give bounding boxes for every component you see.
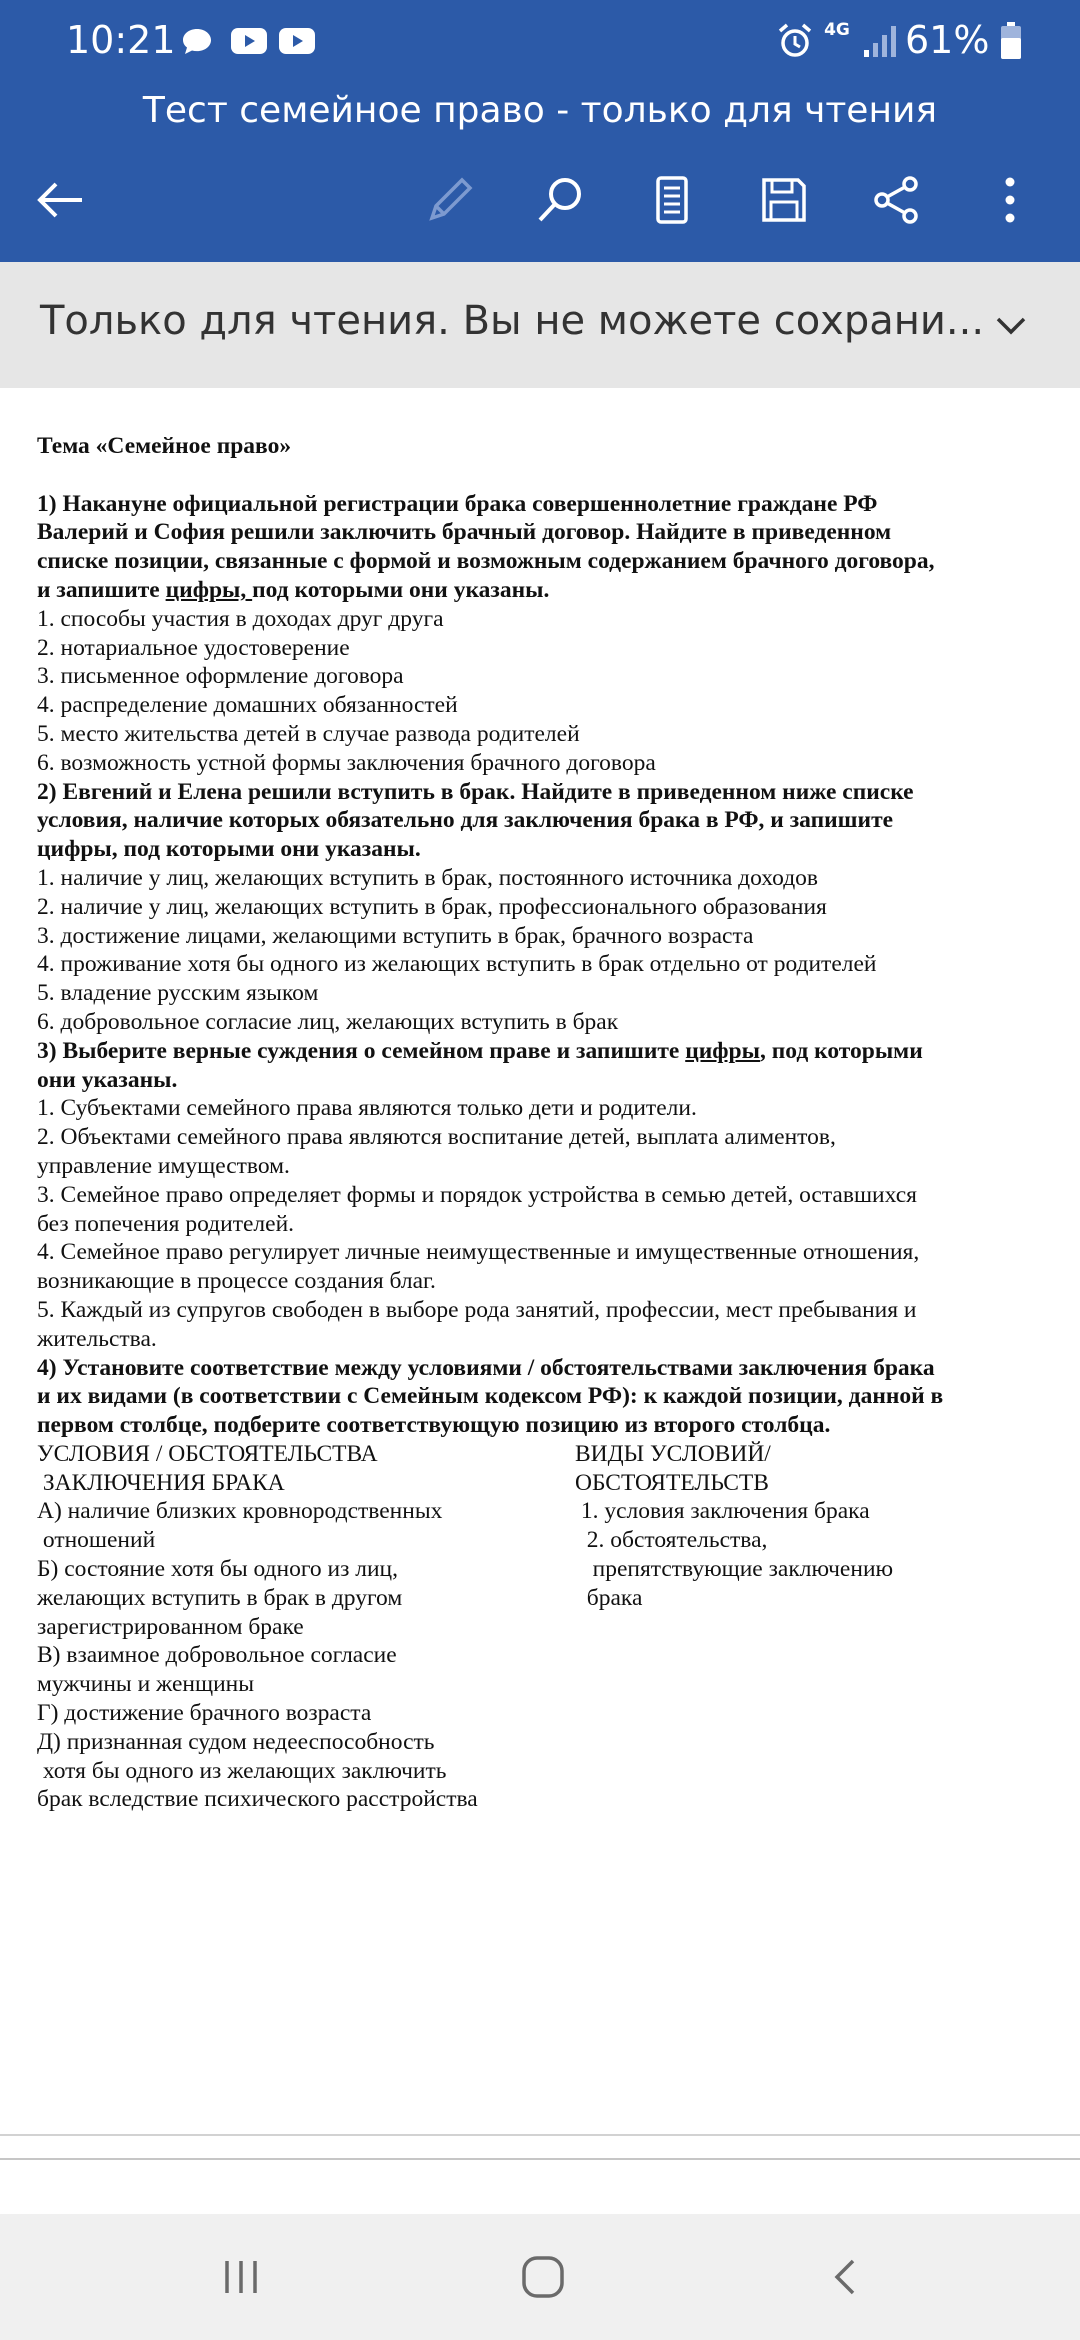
conditions-column-cell: Д) признанная судом недееспособность bbox=[37, 1728, 435, 1755]
matching-row bbox=[37, 1469, 1047, 1498]
recent-apps-icon bbox=[219, 2255, 263, 2299]
types-column-cell: брака bbox=[575, 1584, 643, 1611]
search-button[interactable] bbox=[520, 160, 600, 240]
matching-row bbox=[37, 1641, 1047, 1670]
document-title: Тест семейное право - только для чтения bbox=[142, 90, 938, 131]
share-icon bbox=[868, 172, 924, 228]
matching-row bbox=[37, 1526, 1047, 1555]
q3-option: 5. Каждый из супругов свободен в выборе рода занятий, профессии, мест пребывания и bbox=[37, 1296, 917, 1323]
matching-row bbox=[37, 1757, 1047, 1786]
more-icon bbox=[982, 172, 1038, 228]
q3-option: жительства. bbox=[37, 1325, 157, 1352]
q2-text-line: 2) Евгений и Елена решили вступить в брак. Найдите в приведенном ниже списке bbox=[37, 778, 914, 805]
types-column-cell: ОБСТОЯТЕЛЬСТВ bbox=[575, 1469, 769, 1496]
q1-option: 2. нотариальное удостоверение bbox=[37, 634, 350, 661]
matching-row bbox=[37, 1728, 1047, 1757]
page-divider bbox=[0, 2134, 1080, 2136]
system-navigation-bar bbox=[0, 2214, 1080, 2340]
conditions-column-cell: ЗАКЛЮЧЕНИЯ БРАКА bbox=[37, 1469, 285, 1496]
chat-icon bbox=[180, 26, 214, 58]
toolbar bbox=[0, 160, 1080, 250]
conditions-column-cell: Б) состояние хотя бы одного из лиц, bbox=[37, 1556, 399, 1583]
conditions-column-cell: УСЛОВИЯ / ОБСТОЯТЕЛЬСТВА bbox=[37, 1440, 378, 1467]
chevron-down-icon[interactable] bbox=[986, 300, 1036, 350]
matching-row bbox=[37, 1497, 1047, 1526]
back-button[interactable] bbox=[20, 160, 100, 240]
signal-icon bbox=[862, 24, 898, 58]
document-heading: Тема «Семейное право» bbox=[37, 433, 292, 459]
recent-apps-button[interactable] bbox=[206, 2242, 276, 2312]
conditions-column-cell: желающих вступить в брак в другом bbox=[37, 1584, 403, 1611]
reading-view-button[interactable] bbox=[632, 160, 712, 240]
read-only-banner[interactable] bbox=[0, 262, 1080, 388]
q2-option: 5. владение русским языком bbox=[37, 980, 319, 1007]
conditions-column-cell: Г) достижение брачного возраста bbox=[37, 1700, 372, 1727]
conditions-column-cell: А) наличие близких кровнородственных bbox=[37, 1498, 443, 1525]
edit-icon bbox=[422, 172, 478, 228]
back-nav-icon bbox=[825, 2255, 869, 2299]
q3-option: 1. Субъектами семейного права являются только дети и родители. bbox=[37, 1095, 697, 1122]
matching-row bbox=[37, 1584, 1047, 1613]
conditions-column-cell: отношений bbox=[37, 1527, 156, 1554]
app-bar bbox=[0, 0, 1080, 262]
youtube-icon bbox=[278, 26, 316, 56]
q2-text-line: условия, наличие которых обязательно для заключения брака в РФ, и запишите bbox=[37, 807, 894, 834]
types-column-cell: ВИДЫ УСЛОВИЙ/ bbox=[575, 1440, 771, 1467]
q2-option: 3. достижение лицами, желающими вступить в брак, брачного возраста bbox=[37, 922, 754, 949]
page-divider bbox=[0, 2158, 1080, 2160]
conditions-column-cell: мужчины и женщины bbox=[37, 1671, 255, 1698]
matching-row bbox=[37, 1670, 1047, 1699]
q3-option: возникающие в процессе создания благ. bbox=[37, 1268, 436, 1295]
q2-option: 4. проживание хотя бы одного из желающих вступить в брак отдельно от родителей bbox=[37, 951, 877, 978]
more-options-button[interactable] bbox=[970, 160, 1050, 240]
q1-text-line: 1) Накануне официальной регистрации брака совершеннолетние граждане РФ bbox=[37, 490, 878, 517]
matching-row bbox=[37, 1699, 1047, 1728]
matching-row bbox=[37, 1440, 1047, 1469]
reading-view-icon bbox=[644, 172, 700, 228]
q3-option: 3. Семейное право определяет формы и порядок устройства в семью детей, оставшихся bbox=[37, 1181, 917, 1208]
q2-option: 2. наличие у лиц, желающих вступить в брак, профессионального образования bbox=[37, 893, 827, 920]
network-type: 4G bbox=[824, 20, 850, 40]
q3-option: управление имуществом. bbox=[37, 1152, 290, 1179]
matching-row bbox=[37, 1785, 1047, 1814]
q1-text-line: списке позиции, связанные с формой и возможным содержанием брачного договора, bbox=[37, 548, 935, 575]
conditions-column-cell: брак вследствие психического расстройства bbox=[37, 1786, 478, 1813]
types-column-cell: 1. условия заключения брака bbox=[575, 1498, 870, 1525]
back-icon bbox=[32, 172, 88, 228]
q3-text-line: они указаны. bbox=[37, 1066, 178, 1093]
conditions-column-cell: хотя бы одного из желающих заключить bbox=[37, 1757, 447, 1784]
q1-option: 3. письменное оформление договора bbox=[37, 663, 404, 690]
q1-option: 1. способы участия в доходах друг друга bbox=[37, 605, 444, 632]
types-column-cell: препятствующие заключению bbox=[575, 1556, 894, 1583]
edit-button[interactable] bbox=[410, 160, 490, 240]
matching-row bbox=[37, 1555, 1047, 1584]
q4-text-line: и их видами (в соответствии с Семейным кодексом РФ): к каждой позиции, данной в bbox=[37, 1383, 944, 1410]
q1-option: 4. распределение домашних обязанностей bbox=[37, 692, 458, 719]
alarm-icon bbox=[776, 22, 814, 60]
battery-icon bbox=[1000, 22, 1022, 60]
save-button[interactable] bbox=[744, 160, 824, 240]
q4-text-line: первом столбце, подберите соответствующую позицию из второго столбца. bbox=[37, 1412, 831, 1439]
q1-text-line: и запишите цифры, под которыми они указаны. bbox=[37, 576, 550, 603]
q3-text-line: 3) Выберите верные суждения о семейном праве и запишите цифры, под которыми bbox=[37, 1037, 923, 1064]
save-icon bbox=[756, 172, 812, 228]
q3-option: 4. Семейное право регулирует личные неимущественные и имущественные отношения, bbox=[37, 1239, 920, 1266]
battery-percent: 61% bbox=[905, 18, 990, 62]
q1-text-line: Валерий и София решили заключить брачный договор. Найдите в приведенном bbox=[37, 519, 892, 546]
types-column-cell: 2. обстоятельства, bbox=[575, 1527, 768, 1554]
q3-option: без попечения родителей. bbox=[37, 1210, 295, 1237]
q2-text-line: цифры, под которыми они указаны. bbox=[37, 836, 421, 863]
status-time: 10:21 bbox=[66, 18, 176, 62]
home-icon bbox=[519, 2253, 567, 2301]
matching-row bbox=[37, 1613, 1047, 1642]
back-nav-button[interactable] bbox=[812, 2242, 882, 2312]
home-button[interactable] bbox=[508, 2242, 578, 2312]
read-only-message: Только для чтения. Вы не можете сохрани... bbox=[40, 298, 985, 344]
conditions-column-cell: В) взаимное добровольное согласие bbox=[37, 1642, 397, 1669]
conditions-column-cell: зарегистрированном браке bbox=[37, 1613, 304, 1640]
q1-option: 6. возможность устной формы заключения брачного договора bbox=[37, 749, 656, 776]
document-page bbox=[37, 432, 1047, 1814]
search-icon bbox=[532, 172, 588, 228]
youtube-icon bbox=[230, 26, 268, 56]
status-bar bbox=[0, 0, 1080, 86]
q1-option: 5. место жительства детей в случае развода родителей bbox=[37, 720, 580, 747]
share-button[interactable] bbox=[856, 160, 936, 240]
q4-text-line: 4) Установите соответствие между условиями / обстоятельствами заключения брака bbox=[37, 1354, 935, 1381]
q2-option: 6. добровольное согласие лиц, желающих вступить в брак bbox=[37, 1008, 619, 1035]
q2-option: 1. наличие у лиц, желающих вступить в брак, постоянного источника доходов bbox=[37, 864, 819, 891]
q3-option: 2. Объектами семейного права являются воспитание детей, выплата алиментов, bbox=[37, 1124, 836, 1151]
